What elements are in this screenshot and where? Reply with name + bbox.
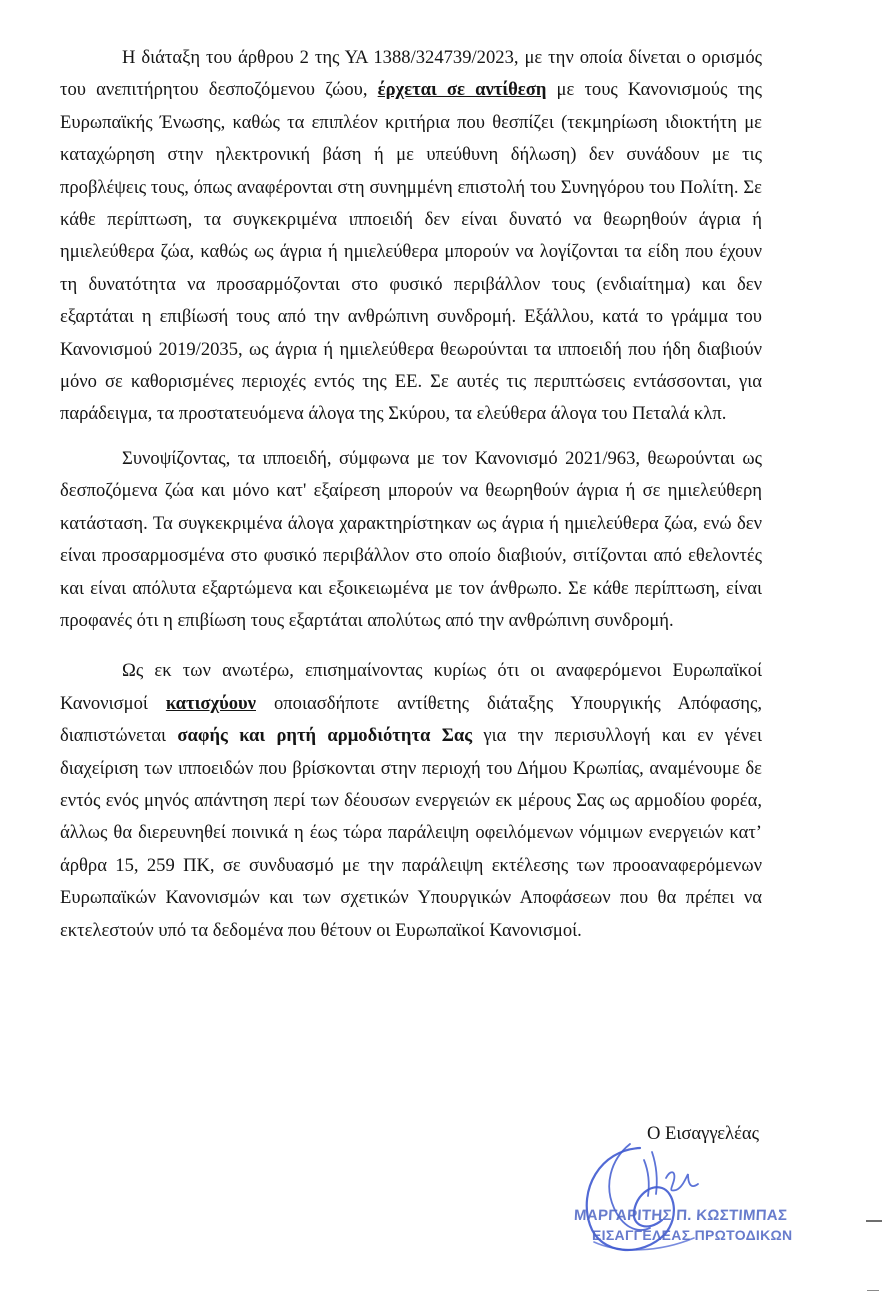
edge-dot bbox=[867, 1290, 879, 1291]
paragraph-2: Συνοψίζοντας, τα ιπποειδή, σύμφωνα με τον Κανονισμό 2021/963, θεωρούνται ως δεσποζόμενα ζώα και μόνο κατ' εξαίρεση μπορούν να θεωρηθούν άγρια ή σε ημιελεύθερη κατάσταση. Τα συγκεκριμένα άλογα χαρακτηρίστηκαν ως άγρια ή ημιελεύθερα ζώα, ενώ δεν είναι προσαρμοσμένα στο φυσικό περιβάλλον στο οποίο διαβιούν, σιτίζονται από εθελοντές και είναι απόλυτα εξαρτώμενα και εξοικειωμένα με τον άνθρωπο. Σε κάθε περίπτωση, είναι προφανές ότι η επιβίωση τους εξαρτάται απολύτως από την ανθρώπινη συνδρομή. bbox=[60, 447, 762, 631]
edge-mark bbox=[866, 1220, 882, 1222]
paragraph-1-text-c: με τους Κανονισμούς της Ευρωπαϊκής Ένωσης, καθώς τα επιπλέον κριτήρια που θεσπίζει (τεκμηρίωση ιδιοκτήτη με καταχώρηση στην ηλεκτρονική βάση ή με υπεύθυνη δήλωση) δεν συνάδουν με τις προβλέψεις τους, όπως αναφέρονται στη συνημμένη επιστολή του Συνηγόρου του Πολίτη. Σε κάθε περίπτωση, τα συγκεκριμένα ιπποειδή δεν είναι δυνατό να θεωρηθούν άγρια ή ημιελεύθερα ζώα, καθώς ως άγρια ή ημιελεύθερα μπορούν να λογίζονται τα είδη που έχουν τη δυνατότητα να προσαρμόζονται στο φυσικό περιβάλλον τους (ενδιαίτημα) και δεν εξαρτάται η επιβίωσή τους από την ανθρώπινη συνδρομή. Εξάλλου, κατά το γράμμα του Κανονισμού 2019/2035, ως άγρια ή ημιελεύθερα θεωρούνται τα ιπποειδή που ήδη διαβιούν μόνο σε καθορισμένες περιοχές εντός της ΕΕ. Σε αυτές τις περιπτώσεις εντάσσονται, για παράδειγμα, τα προστατευόμενα άλογα της Σκύρου, τα ελεύθερα άλογα του Πεταλά κλπ. bbox=[60, 79, 763, 425]
paragraph-3-text-a: Ως εκ των ανωτέρω, επισημαίνοντας κυρίως ότι οι αναφερόμενοι Ευρωπαϊκοί Κανονισμοί bbox=[60, 660, 762, 714]
emphasis-contradiction: έρχεται σε αντίθεση bbox=[377, 79, 547, 101]
stamp-name: ΜΑΡΓΑΡΙΤΗΣ Π. ΚΩΣΤΙΜΠΑΣ bbox=[573, 1207, 788, 1224]
emphasis-prevail: κατισχύουν bbox=[165, 692, 256, 714]
paragraph-3-text-c: οποιασδήποτε αντίθετης διάταξης Υπουργικής Απόφασης, διαπιστώνεται bbox=[60, 692, 762, 747]
paragraph-1-text-a: Η διάταξη του άρθρου 2 της ΥΑ 1388/324739/2023, με την οποία δίνεται ο ορισμός του ανεπιτήρητου δεσποζόμενου ζώου, bbox=[60, 47, 762, 101]
stamp-title: ΕΙΣΑΓΓΕΛΕΑΣ ΠΡΩΤΟΔΙΚΩΝ bbox=[592, 1227, 793, 1243]
paragraph-1 bbox=[60, 42, 762, 431]
handwritten-signature bbox=[570, 1130, 790, 1270]
paragraph-3-text-e: για την περισυλλογή και εν γένει διαχείριση των ιπποειδών που βρίσκονται στην περιοχή του Δήμου Κρωπίας, αναμένουμε δε εντός ενός μηνός απάντηση περί των δέουσων ενεργειών εκ μέρους Σας ως αρμοδίου φορέα, άλλως θα διερευνηθεί ποινικά η έως τώρα παράλειψη οφειλόμενων νόμιμων ενεργειών κατ’ άρθρα 15, 259 ΠΚ, σε συνδυασμό με την παράλειψη εκτέλεσης των προοαναφερόμενων Ευρωπαϊκών Κανονισμών και των σχετικών Υπουργικών Αποφάσεων που θα πρέπει να εκτελεστούν υπό τα δεδομένα που θέτουν οι Ευρωπαϊκοί Κανονισμοί. bbox=[60, 725, 762, 941]
emphasis-competence: σαφής και ρητή αρμοδιότητα Σας bbox=[177, 725, 473, 747]
paragraph-3 bbox=[60, 655, 762, 947]
letter-body bbox=[60, 42, 762, 959]
official-stamp bbox=[574, 1206, 824, 1244]
signoff-title: Ο Εισαγγελέας bbox=[646, 1123, 759, 1144]
